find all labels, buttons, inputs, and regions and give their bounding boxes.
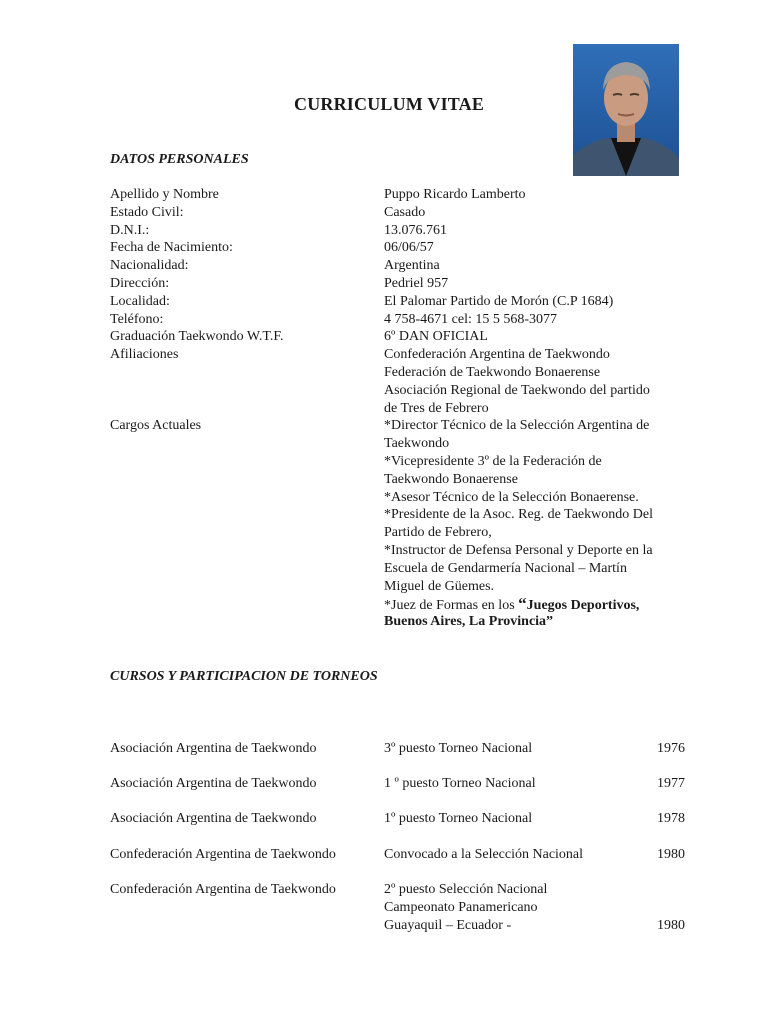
field-value: Federación de Taekwondo Bonaerense: [384, 365, 601, 380]
field-value: 06/06/57: [384, 240, 434, 256]
field-value: Pedriel 957: [384, 276, 449, 291]
field-value: Partido de Febrero,: [384, 525, 492, 541]
tournament-org: Asociación Argentina de Taekwondo: [110, 776, 317, 791]
field-value: Taekwondo: [384, 436, 450, 452]
field-label: Nacionalidad:: [110, 258, 189, 274]
field-label: Teléfono:: [110, 311, 164, 327]
tournament-result: Convocado a la Selección Nacional: [384, 847, 584, 862]
field-label: Estado Civil:: [110, 204, 184, 220]
tournament-result: 1º puesto Torneo Nacional: [384, 811, 533, 826]
tournament-org: Confederación Argentina de Taekwondo: [110, 882, 336, 897]
tournament-year: 1977: [657, 776, 685, 791]
section-heading-personal: DATOS PERSONALES: [110, 152, 249, 167]
field-value: Escuela de Gendarmería Nacional – Martín: [384, 560, 627, 576]
tournament-result: 1 º puesto Torneo Nacional: [384, 776, 536, 791]
juez-prefix: *Juez de Formas en los: [384, 598, 519, 614]
field-label: Cargos Actuales: [110, 418, 202, 434]
field-label: Apellido y Nombre: [110, 187, 219, 202]
section-heading-courses: CURSOS Y PARTICIPACION DE TORNEOS: [110, 669, 378, 684]
field-label: Graduación Taekwondo W.T.F.: [110, 329, 284, 345]
tournament-result: 2º puesto Selección Nacional: [384, 882, 548, 897]
field-label: Afiliaciones: [110, 347, 179, 363]
field-label: Localidad:: [110, 293, 170, 309]
field-value: Casado: [384, 204, 426, 220]
field-value: Asociación Regional de Taekwondo del partido: [384, 382, 650, 398]
field-value: *Vicepresidente 3º de la Federación de: [384, 454, 602, 469]
field-value: El Palomar Partido de Morón (C.P 1684): [384, 293, 614, 309]
field-label: Fecha de Nacimiento:: [110, 240, 233, 256]
field-value: Puppo Ricardo Lamberto: [384, 187, 526, 202]
tournament-org: Asociación Argentina de Taekwondo: [110, 811, 317, 826]
field-value: 13.076.761: [384, 222, 447, 238]
tournament-org: Asociación Argentina de Taekwondo: [110, 741, 317, 756]
juez-event: Juegos Deportivos,: [526, 598, 640, 614]
tournament-org: Confederación Argentina de Taekwondo: [110, 847, 336, 862]
field-label: Dirección:: [110, 276, 170, 291]
field-value: Miguel de Güemes.: [384, 578, 495, 594]
tournament-year: 1980: [657, 917, 685, 933]
field-value: Taekwondo Bonaerense: [384, 471, 518, 487]
field-value: *Director Técnico de la Selección Argentina de: [384, 418, 650, 434]
page-title: CURRICULUM VITAE: [294, 94, 485, 114]
tournament-year: 1980: [657, 847, 685, 862]
tournament-result: 3º puesto Torneo Nacional: [384, 741, 533, 756]
field-value: *Instructor de Defensa Personal y Deporte en la: [384, 543, 653, 558]
tournament-result: Campeonato Panamericano: [384, 899, 538, 915]
field-value: 4 758-4671 cel: 15 5 568-3077: [384, 311, 558, 327]
field-value: *Presidente de la Asoc. Reg. de Taekwondo Del: [384, 507, 653, 523]
tournament-result: Guayaquil – Ecuador -: [384, 917, 512, 933]
field-value: Confederación Argentina de Taekwondo: [384, 347, 610, 363]
field-value: *Asesor Técnico de la Selección Bonaerense.: [384, 489, 639, 505]
field-label: D.N.I.:: [110, 222, 150, 238]
field-value: Argentina: [384, 258, 440, 274]
profile-photo: [573, 44, 679, 176]
tournament-year: 1976: [657, 741, 685, 756]
tournament-year: 1978: [657, 811, 685, 826]
field-value: de Tres de Febrero: [384, 400, 489, 416]
field-value: 6º DAN OFICIAL: [384, 329, 488, 345]
quote-mark: “: [518, 594, 527, 614]
field-value: Buenos Aires, La Provincia”: [384, 614, 554, 630]
